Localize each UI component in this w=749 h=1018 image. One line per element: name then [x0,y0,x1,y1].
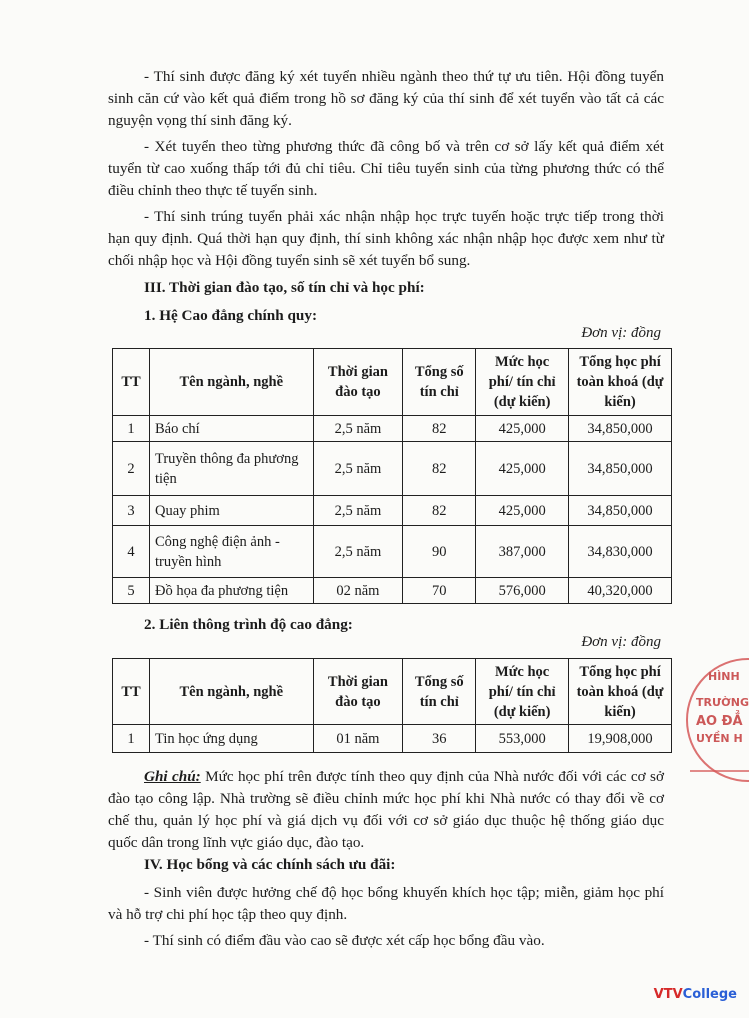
paragraph-text: - Sinh viên được hưởng chế độ học bổng khuyến khích học tập; miễn, giảm học phí và hỗ trợ chi phí học tập theo quy định. [108,884,664,923]
cell-total: 34,850,000 [569,416,672,442]
cell-name: Báo chí [149,416,313,442]
cell-fee: 425,000 [476,442,569,496]
cell-credits: 82 [403,496,476,526]
stamp-text: UYỀN H [696,732,743,745]
header-name: Tên ngành, nghề [149,349,313,416]
unit-label: Đơn vị: đồng [581,634,661,650]
cell-name: Truyền thông đa phương tiện [149,442,313,496]
section-3-title: III. Thời gian đào tạo, số tín chỉ và học phí: [144,279,425,296]
cell-total: 40,320,000 [569,578,672,604]
cell-total: 34,850,000 [569,496,672,526]
stamp-text: TRƯỜNG [696,696,749,709]
cell-fee: 387,000 [476,526,569,578]
paragraph-confirmation [108,206,664,272]
cell-fee: 425,000 [476,496,569,526]
header-total-fee: Tổng học phí toàn khoá (dự kiến) [569,659,672,725]
table-row [113,416,672,442]
table-row [113,526,672,578]
cell-fee: 576,000 [476,578,569,604]
paragraph-registration [108,66,664,132]
cell-name: Tin học ứng dụng [149,725,313,753]
paragraph-selection [108,136,664,202]
subsection-regular-college: 1. Hệ Cao đẳng chính quy: [144,307,318,324]
cell-credits: 82 [403,442,476,496]
header-credits: Tổng số tín chỉ [403,659,476,725]
watermark-vtv: VTV [653,987,683,1002]
cell-fee: 553,000 [476,725,569,753]
cell-duration: 02 năm [313,578,403,604]
table-row [113,496,672,526]
cell-total: 34,850,000 [569,442,672,496]
cell-duration: 2,5 năm [313,416,403,442]
header-fee-per-credit: Mức học phí/ tín chỉ (dự kiến) [476,659,569,725]
fee-table-regular [112,348,672,604]
cell-duration: 2,5 năm [313,526,403,578]
cell-tt: 1 [113,416,150,442]
header-duration: Thời gian đào tạo [313,659,403,725]
note-paragraph [108,766,664,854]
cell-credits: 36 [403,725,476,753]
cell-duration: 2,5 năm [313,442,403,496]
header-name: Tên ngành, nghề [149,659,313,725]
cell-name: Công nghệ điện ảnh - truyền hình [149,526,313,578]
header-tt: TT [113,659,150,725]
table-header-row [113,349,672,416]
cell-name: Quay phim [149,496,313,526]
table-row [113,442,672,496]
header-duration: Thời gian đào tạo [313,349,403,416]
unit-label: Đơn vị: đồng [581,325,661,341]
cell-duration: 2,5 năm [313,496,403,526]
header-total-fee: Tổng học phí toàn khoá (dự kiến) [569,349,672,416]
stamp-underline [690,770,749,772]
table-header-row [113,659,672,725]
paragraph-text: - Thí sinh trúng tuyển phải xác nhận nhập học trực tuyến hoặc trực tiếp trong thời hạn quy định. Quá thời hạn quy định, thí sinh không xác nhận nhập học được xem như từ chối nhập học và Hội đồng tuyển sinh sẽ xét tuyển bổ sung. [108,208,664,269]
paragraph-text: - Thí sinh được đăng ký xét tuyển nhiều ngành theo thứ tự ưu tiên. Hội đồng tuyển sinh căn cứ vào kết quả điểm trong hồ sơ đăng ký của thí sinh để xét tuyển vào tất cả các nguyện vọng thí sinh đăng ký. [108,68,664,129]
cell-duration: 01 năm [313,725,403,753]
cell-tt: 3 [113,496,150,526]
cell-credits: 82 [403,416,476,442]
stamp-text: AO ĐẲ [696,714,743,729]
paragraph-text: - Thí sinh có điểm đầu vào cao sẽ được xét cấp học bổng đầu vào. [144,932,545,949]
note-label: Ghi chú: [144,768,201,785]
header-fee-per-credit: Mức học phí/ tín chỉ (dự kiến) [476,349,569,416]
header-tt: TT [113,349,150,416]
cell-tt: 5 [113,578,150,604]
subsection-bridge-program: 2. Liên thông trình độ cao đẳng: [144,616,353,633]
fee-table-bridge [112,658,672,753]
note-text: Mức học phí trên được tính theo quy định của Nhà nước đối với các cơ sở đào tạo công lập. Nhà trường sẽ điều chỉnh mức học phí khi Nhà nước có thay đổi về cơ chế thu, quản lý học phí và giá dịch vụ đối với cơ sở giáo dục thuộc hệ thống giáo dục quốc dân trong lĩnh vực giáo dục, đào tạo. [108,768,664,851]
table-row [113,725,672,753]
cell-tt: 2 [113,442,150,496]
paragraph-scholarship [108,882,664,926]
cell-name: Đồ họa đa phương tiện [149,578,313,604]
section-4-title: IV. Học bổng và các chính sách ưu đãi: [144,856,396,873]
watermark-college: College [682,987,737,1002]
paragraph-entry-scholarship [108,930,664,952]
cell-tt: 4 [113,526,150,578]
paragraph-text: - Xét tuyển theo từng phương thức đã công bố và trên cơ sở lấy kết quả điểm xét tuyển từ cao xuống thấp tới đủ chỉ tiêu. Chỉ tiêu tuyển sinh của từng phương thức có thể điều chỉnh theo thực tế tuyển sinh. [108,138,664,199]
cell-tt: 1 [113,725,150,753]
cell-credits: 70 [403,578,476,604]
school-stamp [686,658,749,782]
cell-fee: 425,000 [476,416,569,442]
cell-total: 34,830,000 [569,526,672,578]
stamp-text: HÌNH [708,670,740,683]
table-row [113,578,672,604]
header-credits: Tổng số tín chỉ [403,349,476,416]
cell-credits: 90 [403,526,476,578]
vtv-college-watermark [654,987,737,1002]
cell-total: 19,908,000 [569,725,672,753]
